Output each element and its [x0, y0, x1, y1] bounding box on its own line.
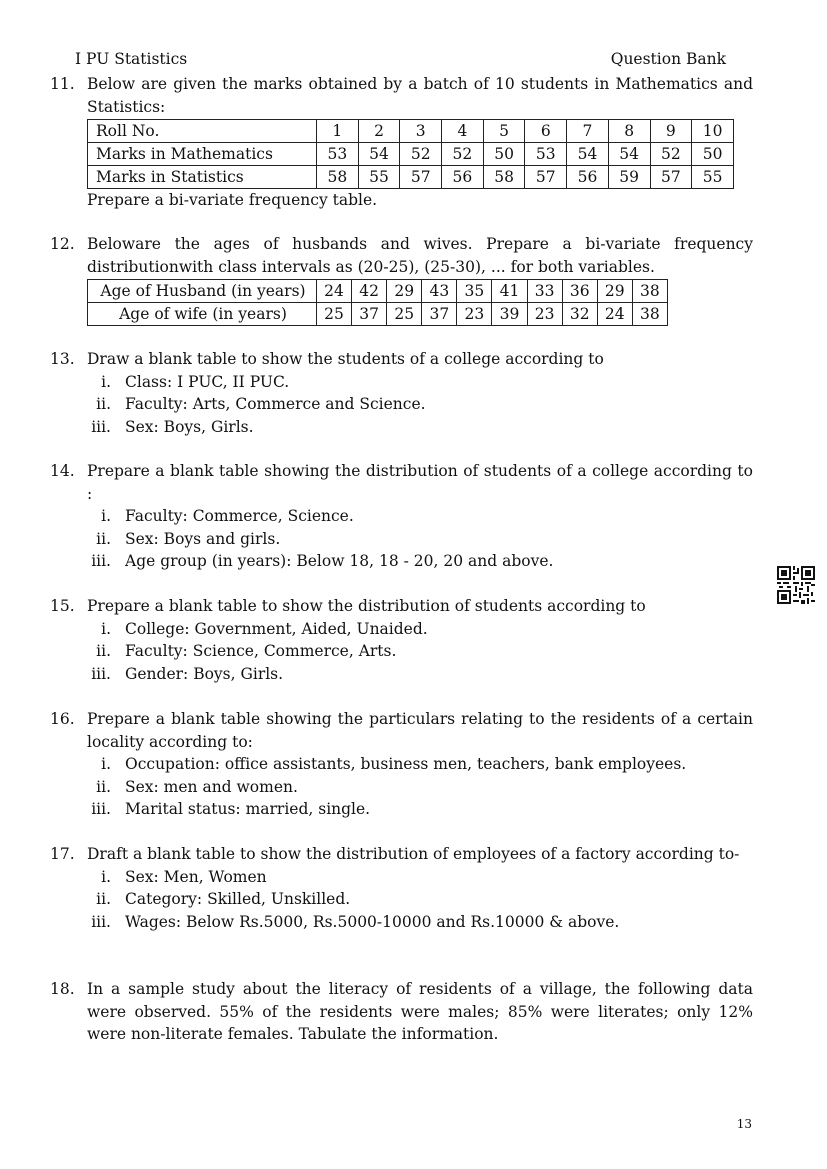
table-cell: 37 — [422, 303, 457, 326]
list-item — [87, 866, 753, 889]
sub-list — [87, 753, 753, 821]
table-cell: 56 — [442, 166, 484, 189]
list-item — [87, 416, 753, 439]
table-cell: 54 — [358, 143, 400, 166]
table-cell: 25 — [317, 303, 352, 326]
table-cell: 55 — [692, 166, 734, 189]
table-cell: 55 — [358, 166, 400, 189]
list-item-text: Category: Skilled, Unskilled. — [125, 890, 351, 908]
list-item-text: Faculty: Science, Commerce, Arts. — [125, 642, 397, 660]
page-number: 13 — [736, 1117, 752, 1131]
table-cell: 57 — [650, 166, 692, 189]
row-label: Marks in Mathematics — [88, 143, 317, 166]
list-item-number: i. — [101, 755, 111, 773]
table-cell: 50 — [692, 143, 734, 166]
question-text: Draft a blank table to show the distribution of employees of a factory according to- — [87, 845, 740, 863]
table-row — [88, 143, 734, 166]
table-cell: 2 — [358, 120, 400, 143]
table-cell: 29 — [597, 280, 632, 303]
table-cell: 39 — [492, 303, 527, 326]
list-item-text: Age group (in years): Below 18, 18 - 20, 20 and above. — [125, 552, 554, 570]
marks-table — [87, 119, 734, 189]
table-row — [88, 120, 734, 143]
list-item-text: Wages: Below Rs.5000, Rs.5000-10000 and Rs.10000 & above. — [125, 912, 620, 931]
question-12 — [50, 233, 753, 326]
list-item — [87, 528, 753, 551]
question-text: Prepare a blank table to show the distribution of students according to — [87, 597, 646, 615]
table-cell: 23 — [457, 303, 492, 326]
table-cell: 52 — [650, 143, 692, 166]
table-cell: 1 — [317, 120, 359, 143]
question-18 — [50, 978, 753, 1046]
sub-list — [87, 371, 753, 439]
list-item-text: Class: I PUC, II PUC. — [125, 372, 290, 391]
list-item-text: Marital status: married, single. — [125, 800, 371, 818]
list-item-number: iii. — [91, 800, 111, 818]
row-label: Age of wife (in years) — [88, 303, 317, 326]
list-item — [87, 618, 753, 641]
table-cell: 58 — [483, 166, 525, 189]
list-item-text: Sex: Men, Women — [125, 867, 267, 886]
question-15 — [50, 595, 753, 685]
question-text: Below are given the marks obtained by a batch of 10 students in Mathematics and Statistics: — [87, 75, 753, 116]
table-cell: 38 — [632, 280, 667, 303]
table-cell: 54 — [608, 143, 650, 166]
list-item — [87, 505, 753, 528]
list-item-number: ii. — [96, 890, 111, 908]
question-11 — [50, 73, 753, 212]
row-label: Roll No. — [88, 120, 317, 143]
list-item-text: Gender: Boys, Girls. — [125, 664, 284, 683]
table-cell: 32 — [562, 303, 597, 326]
table-cell: 8 — [608, 120, 650, 143]
question-number: 11. — [50, 75, 75, 93]
table-cell: 4 — [442, 120, 484, 143]
table-cell: 23 — [527, 303, 562, 326]
list-item-text: Sex: men and women. — [125, 777, 298, 796]
list-item-text: Sex: Boys and girls. — [125, 529, 281, 548]
list-item-text: Faculty: Arts, Commerce and Science. — [125, 395, 426, 413]
page-header — [75, 48, 726, 71]
table-cell: 57 — [525, 166, 567, 189]
list-item-number: i. — [101, 619, 111, 638]
ages-table — [87, 279, 668, 326]
sub-list — [87, 866, 753, 934]
table-row — [88, 166, 734, 189]
list-item-number: ii. — [96, 777, 111, 796]
list-item — [87, 550, 753, 573]
question-instruction: Prepare a bi-variate frequency table. — [87, 191, 378, 209]
question-text: Draw a blank table to show the students of a college according to — [87, 350, 604, 368]
table-cell: 50 — [483, 143, 525, 166]
table-cell: 53 — [317, 143, 359, 166]
question-text-line1: Beloware the ages of husbands and wives. Prepare a bi-variate frequency — [87, 235, 753, 253]
list-item-text: College: Government, Aided, Unaided. — [125, 619, 428, 638]
list-item-number: iii. — [91, 912, 111, 931]
table-cell: 53 — [525, 143, 567, 166]
qr-code-icon — [777, 566, 815, 604]
list-item-number: ii. — [96, 395, 111, 413]
row-label: Marks in Statistics — [88, 166, 317, 189]
table-cell: 7 — [567, 120, 609, 143]
question-number: 13. — [50, 350, 75, 368]
table-row — [88, 280, 668, 303]
list-item-text: Occupation: office assistants, business men, teachers, bank employees. — [125, 755, 687, 773]
list-item — [87, 753, 753, 776]
question-text-line2: distributionwith class intervals as (20-25), (25-30), ... for both variables. — [87, 257, 655, 276]
question-text: In a sample study about the literacy of residents of a village, the following data were observed. 55% of the residents were males; 85% were literates; only 12% were non-literate females. Tabulate the information. — [87, 980, 753, 1043]
question-text: Prepare a blank table showing the particulars relating to the residents of a certain locality according to: — [87, 710, 753, 751]
table-cell: 59 — [608, 166, 650, 189]
list-item-text: Faculty: Commerce, Science. — [125, 507, 354, 525]
table-cell: 56 — [567, 166, 609, 189]
list-item — [87, 888, 753, 911]
question-number: 12. — [50, 235, 75, 253]
table-cell: 9 — [650, 120, 692, 143]
list-item-number: ii. — [96, 642, 111, 660]
question-number: 17. — [50, 845, 75, 863]
table-cell: 10 — [692, 120, 734, 143]
table-cell: 24 — [597, 303, 632, 326]
question-number: 18. — [50, 980, 75, 998]
table-cell: 6 — [525, 120, 567, 143]
table-row — [88, 303, 668, 326]
table-cell: 24 — [317, 280, 352, 303]
table-cell: 29 — [387, 280, 422, 303]
table-cell: 41 — [492, 280, 527, 303]
table-cell: 35 — [457, 280, 492, 303]
table-cell: 3 — [400, 120, 442, 143]
row-label: Age of Husband (in years) — [88, 280, 317, 303]
question-number: 16. — [50, 710, 75, 728]
table-cell: 57 — [400, 166, 442, 189]
table-cell: 37 — [352, 303, 387, 326]
list-item-number: iii. — [91, 417, 111, 436]
table-cell: 25 — [387, 303, 422, 326]
list-item-text: Sex: Boys, Girls. — [125, 417, 254, 436]
list-item — [87, 798, 753, 821]
table-cell: 5 — [483, 120, 525, 143]
sub-list — [87, 618, 753, 686]
list-item-number: ii. — [96, 529, 111, 548]
sub-list — [87, 505, 753, 573]
header-subject: I PU Statistics — [75, 50, 188, 68]
list-item-number: iii. — [91, 664, 111, 683]
table-cell: 54 — [567, 143, 609, 166]
list-item-number: iii. — [91, 552, 111, 570]
table-cell: 58 — [317, 166, 359, 189]
question-number: 15. — [50, 597, 75, 615]
header-title: Question Bank — [610, 50, 726, 68]
question-number: 14. — [50, 462, 75, 480]
list-item — [87, 371, 753, 394]
question-17 — [50, 843, 753, 933]
table-cell: 42 — [352, 280, 387, 303]
question-14 — [50, 460, 753, 573]
question-13 — [50, 348, 753, 438]
list-item — [87, 393, 753, 416]
list-item — [87, 640, 753, 663]
table-cell: 52 — [400, 143, 442, 166]
question-16 — [50, 708, 753, 821]
table-cell: 36 — [562, 280, 597, 303]
list-item — [87, 911, 753, 934]
table-cell: 52 — [442, 143, 484, 166]
list-item-number: i. — [101, 507, 111, 525]
question-text: Prepare a blank table showing the distribution of students of a college according to : — [87, 462, 753, 503]
list-item — [87, 776, 753, 799]
list-item — [87, 663, 753, 686]
list-item-number: i. — [101, 867, 111, 886]
list-item-number: i. — [101, 372, 111, 391]
table-cell: 38 — [632, 303, 667, 326]
table-cell: 43 — [422, 280, 457, 303]
table-cell: 33 — [527, 280, 562, 303]
